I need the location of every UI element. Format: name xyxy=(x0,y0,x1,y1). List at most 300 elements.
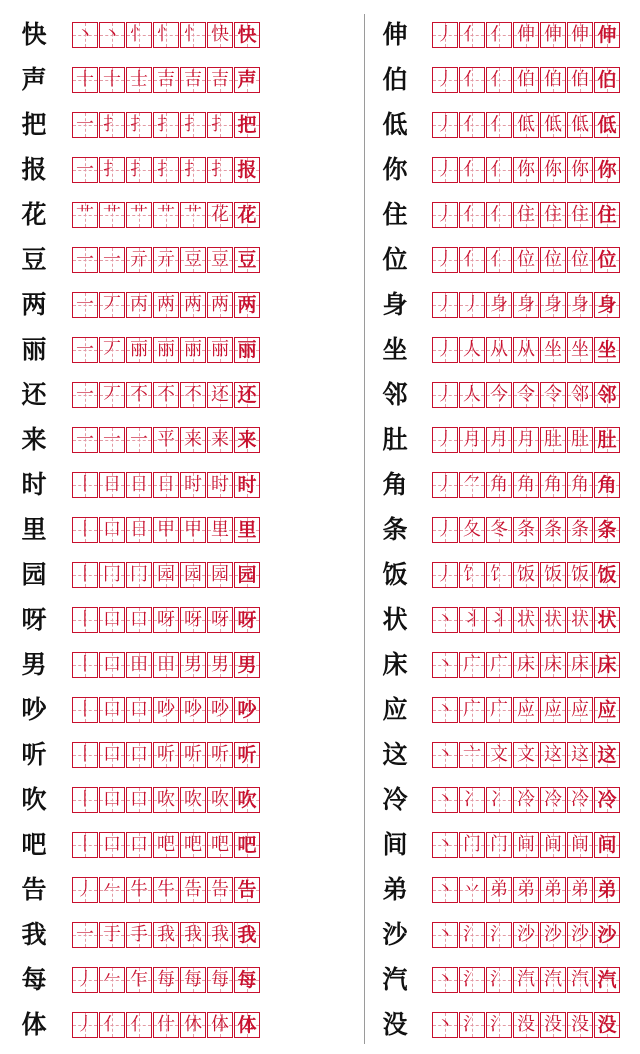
stroke-step-glyph: 肚 xyxy=(544,429,562,450)
stroke-step-glyph: 甲 xyxy=(157,519,175,540)
stroke-step-cell xyxy=(126,337,152,363)
stroke-step-glyph: 吵 xyxy=(237,699,257,721)
stroke-step-glyph: 没 xyxy=(571,1014,589,1035)
stroke-step-cell xyxy=(513,427,539,453)
stroke-step-cell xyxy=(486,562,512,588)
stroke-step-cell xyxy=(234,607,260,633)
stroke-step-cell xyxy=(207,337,233,363)
stroke-step-glyph: 扌 xyxy=(157,114,175,135)
stroke-order-grid xyxy=(72,1012,261,1038)
stroke-step-cell xyxy=(180,472,206,498)
stroke-step-glyph: 坐 xyxy=(571,339,589,360)
stroke-step-glyph: 条 xyxy=(571,519,589,540)
character-label: 来 xyxy=(21,425,47,454)
stroke-step-cell xyxy=(99,1012,125,1038)
stroke-order-grid xyxy=(72,157,261,183)
stroke-step-glyph: 氵 xyxy=(463,924,481,945)
stroke-step-glyph: 冷 xyxy=(544,789,562,810)
stroke-step-cell xyxy=(72,202,98,228)
stroke-step-cell xyxy=(594,22,620,48)
stroke-order-grid xyxy=(72,472,261,498)
stroke-step-glyph: 坐 xyxy=(597,339,617,361)
stroke-step-glyph: 氵 xyxy=(490,969,508,990)
character-label: 弟 xyxy=(382,875,408,904)
character-row xyxy=(320,740,640,770)
stroke-step-glyph: 饭 xyxy=(517,564,535,585)
stroke-step-cell xyxy=(486,472,512,498)
character-row xyxy=(0,650,320,680)
stroke-step-glyph: 亻 xyxy=(463,204,481,225)
character-label: 还 xyxy=(21,380,47,409)
stroke-step-cell xyxy=(153,472,179,498)
stroke-step-glyph: 一 xyxy=(76,249,94,270)
stroke-step-cell xyxy=(432,877,458,903)
stroke-step-glyph: 丆 xyxy=(103,339,121,360)
stroke-step-cell xyxy=(486,112,512,138)
stroke-step-glyph: 从 xyxy=(517,339,535,360)
stroke-step-cell xyxy=(180,112,206,138)
stroke-step-cell xyxy=(180,517,206,543)
stroke-step-cell xyxy=(126,562,152,588)
stroke-step-glyph: 低 xyxy=(544,114,562,135)
character-label: 豆 xyxy=(21,245,47,274)
stroke-step-cell xyxy=(459,67,485,93)
stroke-step-glyph: 氵 xyxy=(463,1014,481,1035)
stroke-step-cell xyxy=(459,877,485,903)
stroke-step-glyph: 没 xyxy=(517,1014,535,1035)
stroke-step-cell xyxy=(180,922,206,948)
stroke-step-cell xyxy=(513,922,539,948)
stroke-step-cell xyxy=(99,652,125,678)
stroke-step-cell xyxy=(126,877,152,903)
character-row xyxy=(320,245,640,275)
stroke-step-cell xyxy=(126,292,152,318)
stroke-step-glyph: 坐 xyxy=(544,339,562,360)
character-label: 住 xyxy=(382,200,408,229)
stroke-step-glyph: 沙 xyxy=(571,924,589,945)
stroke-step-cell xyxy=(594,202,620,228)
stroke-step-glyph: 口 xyxy=(130,789,148,810)
character-row xyxy=(320,515,640,545)
stroke-order-grid xyxy=(432,787,621,813)
stroke-step-cell xyxy=(540,472,566,498)
stroke-step-glyph: 肚 xyxy=(571,429,589,450)
stroke-step-cell xyxy=(234,157,260,183)
stroke-step-glyph: 忄 xyxy=(130,24,148,45)
stroke-step-cell xyxy=(567,562,593,588)
stroke-step-glyph: 两 xyxy=(184,294,202,315)
stroke-step-glyph: 丶 xyxy=(436,834,454,855)
character-label: 吹 xyxy=(21,785,47,814)
stroke-step-cell xyxy=(180,607,206,633)
stroke-step-cell xyxy=(540,382,566,408)
stroke-step-glyph: 扌 xyxy=(184,159,202,180)
stroke-order-grid xyxy=(432,967,621,993)
stroke-step-glyph: 没 xyxy=(597,1014,617,1036)
stroke-step-cell xyxy=(180,652,206,678)
stroke-step-glyph: 你 xyxy=(597,159,617,181)
stroke-step-glyph: 一 xyxy=(103,249,121,270)
stroke-step-cell xyxy=(432,427,458,453)
stroke-step-cell xyxy=(234,922,260,948)
stroke-step-cell xyxy=(432,517,458,543)
character-label: 两 xyxy=(21,290,47,319)
character-row xyxy=(0,515,320,545)
stroke-step-cell xyxy=(486,247,512,273)
stroke-order-grid xyxy=(72,382,261,408)
character-label: 把 xyxy=(21,110,47,139)
stroke-order-grid xyxy=(72,562,261,588)
stroke-step-cell xyxy=(126,202,152,228)
stroke-step-cell xyxy=(99,202,125,228)
stroke-step-glyph: 男 xyxy=(237,654,257,676)
stroke-step-glyph: 丶 xyxy=(436,879,454,900)
stroke-step-glyph: 报 xyxy=(237,159,257,181)
character-label: 位 xyxy=(382,245,408,274)
stroke-step-glyph: 快 xyxy=(237,24,257,46)
stroke-step-glyph: 丨 xyxy=(76,609,94,630)
stroke-step-cell xyxy=(540,562,566,588)
stroke-order-grid xyxy=(72,427,261,453)
stroke-step-glyph: 快 xyxy=(211,24,229,45)
stroke-step-glyph: 里 xyxy=(237,519,257,541)
stroke-step-glyph: 丿 xyxy=(76,969,94,990)
stroke-step-cell xyxy=(153,697,179,723)
stroke-step-cell xyxy=(540,652,566,678)
stroke-step-cell xyxy=(234,742,260,768)
stroke-step-glyph: 扌 xyxy=(103,159,121,180)
stroke-step-cell xyxy=(234,472,260,498)
stroke-step-glyph: 艹 xyxy=(130,204,148,225)
stroke-step-cell xyxy=(432,292,458,318)
stroke-step-cell xyxy=(567,742,593,768)
stroke-step-glyph: 平 xyxy=(157,429,175,450)
stroke-step-cell xyxy=(234,22,260,48)
stroke-step-glyph: 间 xyxy=(571,834,589,855)
stroke-step-glyph: 吧 xyxy=(237,834,257,856)
stroke-step-cell xyxy=(432,247,458,273)
character-label: 丽 xyxy=(21,335,47,364)
stroke-step-glyph: 丨 xyxy=(76,564,94,585)
stroke-step-cell xyxy=(99,472,125,498)
stroke-step-glyph: 今 xyxy=(490,384,508,405)
stroke-step-glyph: 花 xyxy=(211,204,229,225)
stroke-step-cell xyxy=(513,382,539,408)
stroke-step-glyph: 不 xyxy=(130,384,148,405)
stroke-step-glyph: 牛 xyxy=(130,879,148,900)
stroke-step-glyph: 乍 xyxy=(130,969,148,990)
stroke-step-glyph: 口 xyxy=(130,609,148,630)
stroke-step-cell xyxy=(72,292,98,318)
stroke-step-glyph: 间 xyxy=(517,834,535,855)
stroke-step-glyph: 伯 xyxy=(571,69,589,90)
stroke-step-glyph: 汽 xyxy=(571,969,589,990)
stroke-step-cell xyxy=(126,652,152,678)
character-row xyxy=(320,560,640,590)
stroke-step-glyph: 角 xyxy=(597,474,617,496)
stroke-step-glyph: 听 xyxy=(237,744,257,766)
stroke-step-glyph: 吹 xyxy=(237,789,257,811)
stroke-step-glyph: 月 xyxy=(517,429,535,450)
stroke-step-cell xyxy=(513,112,539,138)
stroke-step-glyph: 门 xyxy=(490,834,508,855)
stroke-step-cell xyxy=(432,202,458,228)
stroke-step-cell xyxy=(207,652,233,678)
stroke-step-glyph: 丷 xyxy=(463,879,481,900)
character-label: 条 xyxy=(382,515,408,544)
character-label: 冷 xyxy=(382,785,408,814)
stroke-order-grid xyxy=(72,517,261,543)
stroke-step-cell xyxy=(486,742,512,768)
stroke-step-glyph: 一 xyxy=(76,114,94,135)
stroke-step-cell xyxy=(234,112,260,138)
character-label: 汽 xyxy=(382,965,408,994)
stroke-step-glyph: 丽 xyxy=(184,339,202,360)
stroke-step-glyph: 亻 xyxy=(463,24,481,45)
stroke-step-cell xyxy=(153,562,179,588)
stroke-step-cell xyxy=(207,292,233,318)
stroke-step-cell xyxy=(126,472,152,498)
stroke-step-cell xyxy=(72,517,98,543)
stroke-order-grid xyxy=(72,742,261,768)
stroke-step-cell xyxy=(99,607,125,633)
character-row xyxy=(0,1010,320,1040)
stroke-step-glyph: 文 xyxy=(517,744,535,765)
stroke-step-glyph: 饣 xyxy=(463,564,481,585)
stroke-step-cell xyxy=(180,877,206,903)
character-row xyxy=(0,200,320,230)
stroke-step-glyph: 艹 xyxy=(184,204,202,225)
stroke-step-cell xyxy=(234,967,260,993)
stroke-step-glyph: 吵 xyxy=(184,699,202,720)
stroke-step-cell xyxy=(99,787,125,813)
stroke-step-glyph: 丶 xyxy=(436,654,454,675)
stroke-step-glyph: 汽 xyxy=(544,969,562,990)
stroke-step-cell xyxy=(594,832,620,858)
stroke-step-glyph: 口 xyxy=(103,699,121,720)
stroke-step-cell xyxy=(126,922,152,948)
stroke-step-glyph: 一 xyxy=(76,924,94,945)
stroke-step-cell xyxy=(486,337,512,363)
stroke-step-glyph: 豆 xyxy=(184,249,202,270)
character-row xyxy=(320,470,640,500)
stroke-step-glyph: 呀 xyxy=(157,609,175,630)
stroke-step-cell xyxy=(153,157,179,183)
stroke-step-cell xyxy=(594,967,620,993)
stroke-step-glyph: 人 xyxy=(463,339,481,360)
stroke-step-cell xyxy=(207,562,233,588)
stroke-step-glyph: 丆 xyxy=(103,384,121,405)
stroke-step-glyph: 丿 xyxy=(76,1014,94,1035)
stroke-step-glyph: 吵 xyxy=(211,699,229,720)
stroke-step-cell xyxy=(126,517,152,543)
stroke-step-cell xyxy=(594,652,620,678)
stroke-step-glyph: 月 xyxy=(463,429,481,450)
stroke-step-cell xyxy=(459,607,485,633)
stroke-step-cell xyxy=(459,382,485,408)
stroke-step-cell xyxy=(234,1012,260,1038)
stroke-step-glyph: 吵 xyxy=(157,699,175,720)
stroke-step-cell xyxy=(126,1012,152,1038)
stroke-step-glyph: 状 xyxy=(544,609,562,630)
stroke-step-cell xyxy=(594,247,620,273)
stroke-step-glyph: 冂 xyxy=(103,564,121,585)
stroke-step-cell xyxy=(540,427,566,453)
character-row xyxy=(320,695,640,725)
stroke-step-cell xyxy=(180,292,206,318)
stroke-step-glyph: 状 xyxy=(517,609,535,630)
stroke-step-cell xyxy=(567,832,593,858)
stroke-step-glyph: 丶 xyxy=(103,24,121,45)
stroke-step-cell xyxy=(180,427,206,453)
stroke-step-cell xyxy=(72,22,98,48)
stroke-step-glyph: 每 xyxy=(184,969,202,990)
stroke-order-grid xyxy=(72,22,261,48)
stroke-step-cell xyxy=(72,922,98,948)
stroke-order-grid xyxy=(432,382,621,408)
stroke-step-glyph: 身 xyxy=(490,294,508,315)
stroke-step-glyph: 角 xyxy=(544,474,562,495)
stroke-order-grid xyxy=(432,202,621,228)
stroke-step-glyph: 亓 xyxy=(157,249,175,270)
stroke-step-cell xyxy=(459,652,485,678)
stroke-step-cell xyxy=(486,382,512,408)
stroke-step-glyph: 应 xyxy=(571,699,589,720)
stroke-step-cell xyxy=(567,427,593,453)
stroke-order-grid xyxy=(432,832,621,858)
stroke-step-glyph: 亻 xyxy=(463,249,481,270)
stroke-step-cell xyxy=(594,922,620,948)
stroke-step-cell xyxy=(207,202,233,228)
stroke-step-cell xyxy=(513,67,539,93)
stroke-step-glyph: 冬 xyxy=(490,519,508,540)
stroke-step-cell xyxy=(432,1012,458,1038)
stroke-step-glyph: 园 xyxy=(211,564,229,585)
stroke-step-glyph: 丿 xyxy=(436,474,454,495)
character-label: 饭 xyxy=(382,560,408,589)
character-label: 沙 xyxy=(382,920,408,949)
stroke-step-cell xyxy=(432,562,458,588)
stroke-step-cell xyxy=(234,337,260,363)
stroke-step-glyph: 亻 xyxy=(463,159,481,180)
stroke-step-glyph: 丿 xyxy=(436,429,454,450)
stroke-step-cell xyxy=(486,157,512,183)
stroke-step-glyph: 条 xyxy=(597,519,617,541)
stroke-step-cell xyxy=(234,292,260,318)
stroke-step-cell xyxy=(594,382,620,408)
character-row xyxy=(320,65,640,95)
character-label: 角 xyxy=(382,470,408,499)
stroke-order-grid xyxy=(432,517,621,543)
stroke-step-cell xyxy=(126,427,152,453)
stroke-step-glyph: 忄 xyxy=(157,24,175,45)
stroke-step-cell xyxy=(126,742,152,768)
stroke-step-cell xyxy=(459,157,485,183)
character-row xyxy=(320,335,640,365)
stroke-step-glyph: 丿 xyxy=(436,249,454,270)
stroke-step-glyph: 丨 xyxy=(76,654,94,675)
stroke-step-glyph: 呀 xyxy=(184,609,202,630)
stroke-step-glyph: 甲 xyxy=(184,519,202,540)
character-label: 间 xyxy=(382,830,408,859)
stroke-step-cell xyxy=(432,652,458,678)
stroke-step-glyph: 伯 xyxy=(597,69,617,91)
stroke-step-cell xyxy=(459,1012,485,1038)
stroke-step-cell xyxy=(459,742,485,768)
stroke-step-cell xyxy=(72,697,98,723)
stroke-step-cell xyxy=(486,832,512,858)
stroke-step-glyph: 冷 xyxy=(571,789,589,810)
stroke-step-cell xyxy=(567,607,593,633)
stroke-step-cell xyxy=(513,292,539,318)
stroke-step-glyph: 豆 xyxy=(237,249,257,271)
stroke-step-glyph: 这 xyxy=(597,744,617,766)
stroke-step-cell xyxy=(180,787,206,813)
stroke-step-glyph: 伸 xyxy=(571,24,589,45)
character-label: 男 xyxy=(21,650,47,679)
stroke-step-glyph: 丶 xyxy=(436,609,454,630)
stroke-step-glyph: 田 xyxy=(130,654,148,675)
character-row xyxy=(320,830,640,860)
stroke-step-cell xyxy=(234,247,260,273)
stroke-step-glyph: 吧 xyxy=(211,834,229,855)
stroke-step-cell xyxy=(180,832,206,858)
stroke-step-cell xyxy=(99,832,125,858)
stroke-step-cell xyxy=(153,832,179,858)
stroke-step-glyph: 扌 xyxy=(157,159,175,180)
stroke-step-cell xyxy=(234,67,260,93)
character-row xyxy=(0,245,320,275)
stroke-step-cell xyxy=(72,742,98,768)
stroke-order-grid xyxy=(432,112,621,138)
stroke-step-glyph: 什 xyxy=(157,1014,175,1035)
stroke-step-glyph: 沙 xyxy=(517,924,535,945)
stroke-step-cell xyxy=(99,157,125,183)
stroke-step-cell xyxy=(432,832,458,858)
stroke-step-cell xyxy=(126,112,152,138)
character-label: 你 xyxy=(382,155,408,184)
character-row xyxy=(0,380,320,410)
stroke-step-cell xyxy=(594,427,620,453)
stroke-step-cell xyxy=(567,112,593,138)
stroke-step-glyph: 来 xyxy=(211,429,229,450)
stroke-step-glyph: 丿 xyxy=(436,384,454,405)
stroke-step-cell xyxy=(513,562,539,588)
character-label: 体 xyxy=(21,1010,47,1039)
stroke-step-glyph: 沙 xyxy=(597,924,617,946)
stroke-step-glyph: 冷 xyxy=(517,789,535,810)
stroke-step-glyph: 每 xyxy=(211,969,229,990)
stroke-step-cell xyxy=(513,742,539,768)
stroke-step-cell xyxy=(432,337,458,363)
stroke-step-cell xyxy=(459,427,485,453)
stroke-step-glyph: 身 xyxy=(597,294,617,316)
stroke-step-cell xyxy=(513,517,539,543)
stroke-step-cell xyxy=(72,1012,98,1038)
stroke-step-glyph: 伯 xyxy=(517,69,535,90)
stroke-step-cell xyxy=(594,877,620,903)
stroke-order-grid xyxy=(432,472,621,498)
stroke-step-glyph: 你 xyxy=(571,159,589,180)
character-label: 园 xyxy=(21,560,47,589)
stroke-step-cell xyxy=(126,787,152,813)
stroke-step-glyph: 亻 xyxy=(490,24,508,45)
stroke-step-glyph: 床 xyxy=(544,654,562,675)
stroke-step-cell xyxy=(234,787,260,813)
character-row xyxy=(0,65,320,95)
stroke-step-glyph: 饭 xyxy=(571,564,589,585)
character-row xyxy=(0,20,320,50)
